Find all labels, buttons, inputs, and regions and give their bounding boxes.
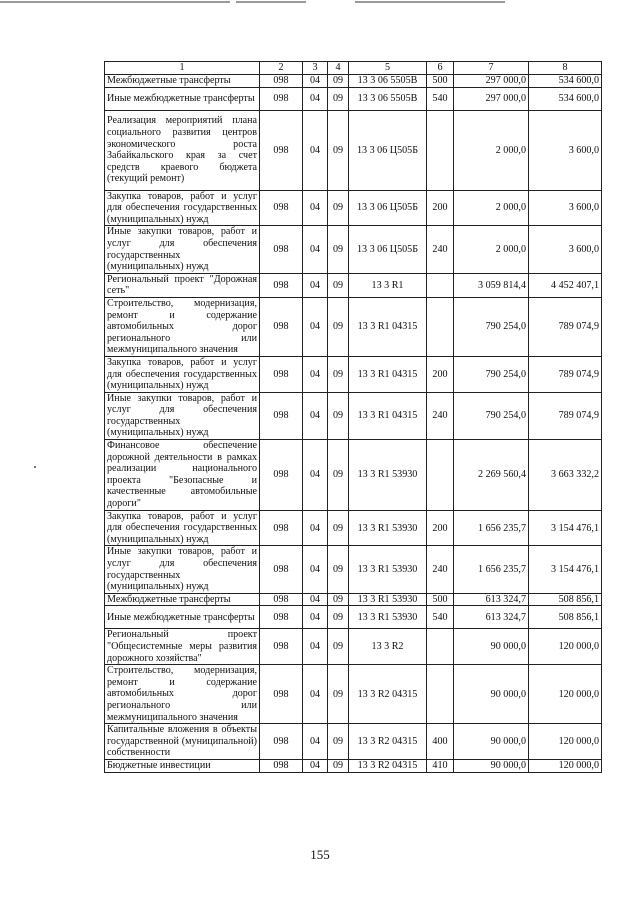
subsection-code: 09 [328, 392, 349, 439]
expense-type: 200 [427, 356, 454, 392]
expense-type [427, 440, 454, 511]
scan-artifact-top [0, 0, 640, 6]
row-name: Финансовое обеспечение дорожной деятельности в рамках реализации национального проекта "Безопасные и качественные автомобильные дороги" [105, 440, 260, 511]
table-row [105, 75, 602, 88]
expense-type: 500 [427, 75, 454, 88]
target-article: 13 3 R1 53930 [349, 606, 427, 629]
target-article: 13 3 06 Ц505Б [349, 190, 427, 226]
row-name: Закупка товаров, работ и услуг для обеспечения государственных (муниципальных) нужд [105, 356, 260, 392]
subsection-code: 09 [328, 665, 349, 724]
row-name: Иные межбюджетные трансферты [105, 87, 260, 110]
row-name: Закупка товаров, работ и услуг для обеспечения государственных (муниципальных) нужд [105, 510, 260, 546]
amount-2023: 297 000,0 [454, 75, 529, 88]
subsection-code: 09 [328, 593, 349, 606]
section-code: 04 [303, 665, 328, 724]
amount-2024: 508 856,1 [529, 606, 602, 629]
ministry-code: 098 [260, 190, 303, 226]
ministry-code: 098 [260, 392, 303, 439]
row-name: Иные закупки товаров, работ и услуг для обеспечения государственных (муниципальных) нужд [105, 392, 260, 439]
ministry-code: 098 [260, 226, 303, 273]
table-row [105, 606, 602, 629]
header-col-8: 8 [529, 62, 602, 75]
amount-2024: 4 452 407,1 [529, 273, 602, 297]
table-row [105, 724, 602, 760]
row-name: Межбюджетные трансферты [105, 593, 260, 606]
ministry-code: 098 [260, 629, 303, 665]
scan-dot [34, 466, 36, 468]
amount-2023: 1 656 235,7 [454, 546, 529, 593]
expense-type: 500 [427, 593, 454, 606]
table-body [105, 75, 602, 773]
section-code: 04 [303, 593, 328, 606]
ministry-code: 098 [260, 110, 303, 190]
section-code: 04 [303, 75, 328, 88]
subsection-code: 09 [328, 606, 349, 629]
section-code: 04 [303, 87, 328, 110]
amount-2024: 3 600,0 [529, 190, 602, 226]
table-row [105, 593, 602, 606]
amount-2024: 789 074,9 [529, 297, 602, 356]
ministry-code: 098 [260, 665, 303, 724]
ministry-code: 098 [260, 87, 303, 110]
budget-table [104, 61, 602, 773]
expense-type [427, 629, 454, 665]
amount-2024: 120 000,0 [529, 759, 602, 772]
section-code: 04 [303, 226, 328, 273]
row-name: Реализация мероприятий плана социального развития центров экономического роста Забайкальского края за счет средств краевого бюджета (текущий ремонт) [105, 110, 260, 190]
amount-2024: 508 856,1 [529, 593, 602, 606]
table-row [105, 190, 602, 226]
subsection-code: 09 [328, 356, 349, 392]
section-code: 04 [303, 110, 328, 190]
subsection-code: 09 [328, 110, 349, 190]
section-code: 04 [303, 759, 328, 772]
ministry-code: 098 [260, 356, 303, 392]
ministry-code: 098 [260, 510, 303, 546]
header-col-1: 1 [105, 62, 260, 75]
amount-2024: 3 154 476,1 [529, 510, 602, 546]
table-row [105, 510, 602, 546]
section-code: 04 [303, 546, 328, 593]
section-code: 04 [303, 297, 328, 356]
table-row [105, 273, 602, 297]
amount-2024: 120 000,0 [529, 665, 602, 724]
expense-type [427, 665, 454, 724]
target-article: 13 3 R2 [349, 629, 427, 665]
expense-type: 240 [427, 546, 454, 593]
subsection-code: 09 [328, 273, 349, 297]
table-row [105, 629, 602, 665]
subsection-code: 09 [328, 546, 349, 593]
amount-2023: 790 254,0 [454, 392, 529, 439]
row-name: Бюджетные инвестиции [105, 759, 260, 772]
header-col-7: 7 [454, 62, 529, 75]
ministry-code: 098 [260, 606, 303, 629]
amount-2024: 3 600,0 [529, 110, 602, 190]
ministry-code: 098 [260, 440, 303, 511]
amount-2023: 90 000,0 [454, 724, 529, 760]
subsection-code: 09 [328, 440, 349, 511]
table-row [105, 356, 602, 392]
amount-2023: 1 656 235,7 [454, 510, 529, 546]
table-row [105, 110, 602, 190]
amount-2023: 3 059 814,4 [454, 273, 529, 297]
section-code: 04 [303, 724, 328, 760]
header-col-4: 4 [328, 62, 349, 75]
table-row [105, 226, 602, 273]
header-col-2: 2 [260, 62, 303, 75]
amount-2023: 90 000,0 [454, 665, 529, 724]
row-name: Иные закупки товаров, работ и услуг для обеспечения государственных (муниципальных) нужд [105, 226, 260, 273]
section-code: 04 [303, 273, 328, 297]
section-code: 04 [303, 440, 328, 511]
page-number: 155 [310, 847, 330, 862]
section-code: 04 [303, 510, 328, 546]
row-name: Капитальные вложения в объекты государственной (муниципальной) собственности [105, 724, 260, 760]
expense-type: 240 [427, 392, 454, 439]
row-name: Межбюджетные трансферты [105, 75, 260, 88]
subsection-code: 09 [328, 629, 349, 665]
table-row [105, 297, 602, 356]
row-name: Строительство, модернизация, ремонт и содержание автомобильных дорог регионального или межмуниципального значения [105, 297, 260, 356]
amount-2024: 3 154 476,1 [529, 546, 602, 593]
target-article: 13 3 R1 04315 [349, 356, 427, 392]
target-article: 13 3 R2 04315 [349, 759, 427, 772]
table-row [105, 665, 602, 724]
amount-2024: 120 000,0 [529, 629, 602, 665]
amount-2024: 3 663 332,2 [529, 440, 602, 511]
amount-2024: 789 074,9 [529, 356, 602, 392]
amount-2024: 120 000,0 [529, 724, 602, 760]
target-article: 13 3 R1 04315 [349, 392, 427, 439]
target-article: 13 3 R1 53930 [349, 510, 427, 546]
expense-type [427, 273, 454, 297]
table-row [105, 440, 602, 511]
expense-type: 200 [427, 510, 454, 546]
amount-2024: 534 600,0 [529, 75, 602, 88]
subsection-code: 09 [328, 190, 349, 226]
target-article: 13 3 06 Ц505Б [349, 226, 427, 273]
target-article: 13 3 R1 [349, 273, 427, 297]
target-article: 13 3 R1 04315 [349, 297, 427, 356]
row-name: Закупка товаров, работ и услуг для обеспечения государственных (муниципальных) нужд [105, 190, 260, 226]
amount-2023: 2 269 560,4 [454, 440, 529, 511]
table-row [105, 546, 602, 593]
section-code: 04 [303, 606, 328, 629]
amount-2023: 790 254,0 [454, 297, 529, 356]
table-row [105, 87, 602, 110]
target-article: 13 3 06 5505В [349, 87, 427, 110]
target-article: 13 3 R1 53930 [349, 440, 427, 511]
row-name: Региональный проект "Общесистемные меры развития дорожного хозяйства" [105, 629, 260, 665]
expense-type: 400 [427, 724, 454, 760]
expense-type: 540 [427, 87, 454, 110]
section-code: 04 [303, 190, 328, 226]
section-code: 04 [303, 392, 328, 439]
amount-2023: 613 324,7 [454, 593, 529, 606]
table-row [105, 392, 602, 439]
target-article: 13 3 R1 53930 [349, 593, 427, 606]
subsection-code: 09 [328, 87, 349, 110]
header-col-3: 3 [303, 62, 328, 75]
row-name: Иные закупки товаров, работ и услуг для обеспечения государственных (муниципальных) нужд [105, 546, 260, 593]
header-col-6: 6 [427, 62, 454, 75]
subsection-code: 09 [328, 510, 349, 546]
target-article: 13 3 R1 53930 [349, 546, 427, 593]
subsection-code: 09 [328, 759, 349, 772]
section-code: 04 [303, 356, 328, 392]
expense-type: 540 [427, 606, 454, 629]
table-header [105, 62, 602, 75]
target-article: 13 3 R2 04315 [349, 724, 427, 760]
subsection-code: 09 [328, 226, 349, 273]
ministry-code: 098 [260, 75, 303, 88]
expense-type: 200 [427, 190, 454, 226]
amount-2024: 789 074,9 [529, 392, 602, 439]
target-article: 13 3 R2 04315 [349, 665, 427, 724]
ministry-code: 098 [260, 593, 303, 606]
amount-2023: 790 254,0 [454, 356, 529, 392]
amount-2023: 2 000,0 [454, 190, 529, 226]
amount-2023: 613 324,7 [454, 606, 529, 629]
row-name: Иные межбюджетные трансферты [105, 606, 260, 629]
target-article: 13 3 06 5505В [349, 75, 427, 88]
amount-2023: 2 000,0 [454, 110, 529, 190]
ministry-code: 098 [260, 759, 303, 772]
target-article: 13 3 06 Ц505Б [349, 110, 427, 190]
table-row [105, 759, 602, 772]
amount-2023: 90 000,0 [454, 759, 529, 772]
expense-type [427, 110, 454, 190]
amount-2024: 534 600,0 [529, 87, 602, 110]
expense-type: 240 [427, 226, 454, 273]
amount-2023: 297 000,0 [454, 87, 529, 110]
expense-type [427, 297, 454, 356]
row-name: Региональный проект "Дорожная сеть" [105, 273, 260, 297]
ministry-code: 098 [260, 273, 303, 297]
section-code: 04 [303, 629, 328, 665]
header-col-5: 5 [349, 62, 427, 75]
subsection-code: 09 [328, 297, 349, 356]
amount-2024: 3 600,0 [529, 226, 602, 273]
amount-2023: 90 000,0 [454, 629, 529, 665]
subsection-code: 09 [328, 724, 349, 760]
ministry-code: 098 [260, 297, 303, 356]
amount-2023: 2 000,0 [454, 226, 529, 273]
ministry-code: 098 [260, 546, 303, 593]
expense-type: 410 [427, 759, 454, 772]
ministry-code: 098 [260, 724, 303, 760]
header-row [105, 62, 602, 75]
row-name: Строительство, модернизация, ремонт и содержание автомобильных дорог регионального или межмуниципального значения [105, 665, 260, 724]
subsection-code: 09 [328, 75, 349, 88]
